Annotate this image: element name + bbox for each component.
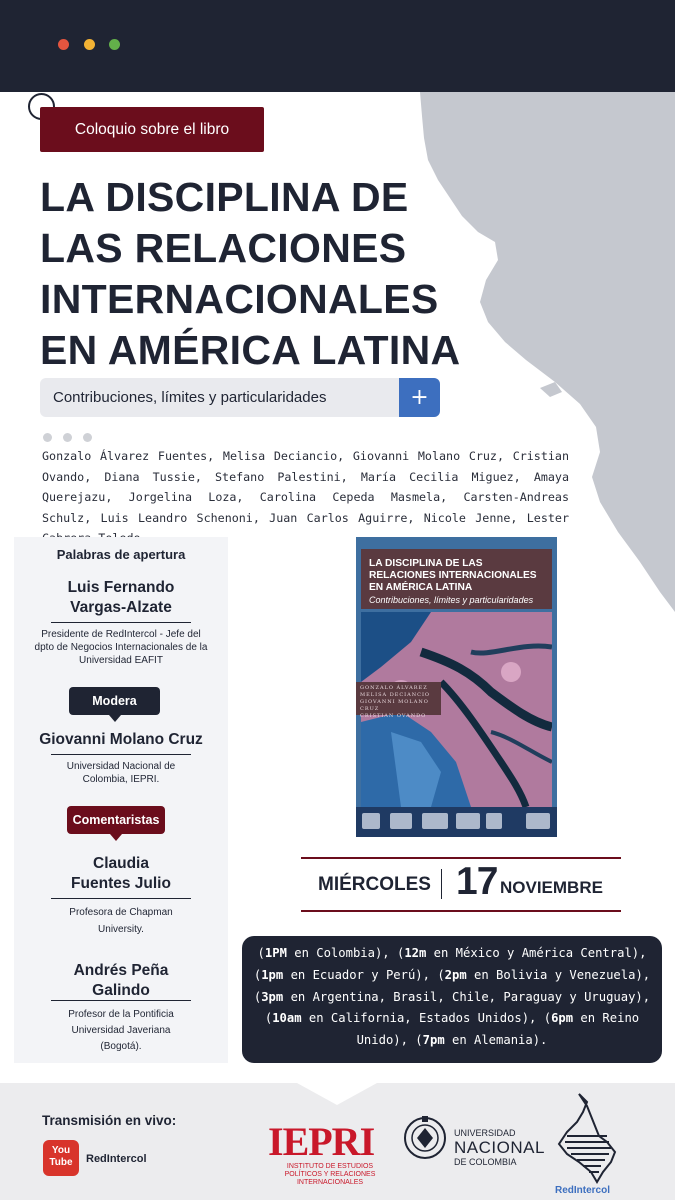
commentator-desc: University. <box>98 924 144 935</box>
moderator-desc: Universidad Nacional de <box>66 761 176 772</box>
live-stream-label: Transmisión en vivo: <box>42 1113 177 1128</box>
minimize-window-dot[interactable] <box>84 39 95 50</box>
date-separator <box>441 869 442 899</box>
unal-logo-line: UNIVERSIDAD <box>454 1128 516 1138</box>
title-line: INTERNACIONALES <box>40 276 439 322</box>
book-author: CRISTIAN OVANDO <box>360 713 427 719</box>
youtube-icon-text: Tube <box>49 1157 73 1168</box>
book-author: GONZALO ÁLVAREZ <box>360 685 428 691</box>
opening-speaker-name: Vargas-Alzate <box>70 599 172 616</box>
publisher-logo-icon <box>390 813 412 829</box>
publisher-logo-icon <box>362 813 380 829</box>
moderator-label: Modera <box>69 687 160 715</box>
opening-speaker-name: Luis Fernando <box>67 579 175 596</box>
schedule-entry: (1pm en Ecuador y Perú), <box>253 967 438 982</box>
pager-dot <box>43 433 52 442</box>
opening-speaker-desc: Universidad EAFIT <box>79 655 163 666</box>
title-line: LAS RELACIONES <box>40 225 407 271</box>
unal-logo-line: NACIONAL <box>454 1138 545 1157</box>
divider <box>51 622 191 623</box>
event-day: 17 <box>456 860 498 903</box>
book-cover-title-box <box>361 549 552 609</box>
publisher-logo-icon <box>456 813 480 829</box>
title-line: EN AMÉRICA LATINA <box>40 327 461 373</box>
commentator-desc: Profesor de la Pontificia <box>68 1009 174 1020</box>
unal-logo-text <box>454 1128 545 1168</box>
iepri-logo-subtext: INSTITUTO DE ESTUDIOS POLÍTICOS Y RELACIONES INTERNACIONALES <box>284 1163 376 1186</box>
opening-speaker-desc: dpto de Negocios Internacionales de la <box>34 642 208 653</box>
schedule-box <box>242 936 662 1063</box>
title-line: LA DISCIPLINA DE <box>40 174 409 220</box>
book-cover-image <box>356 537 557 837</box>
book-title-heading <box>40 172 510 376</box>
schedule-entry: (10am en California, Estados Unidos), <box>264 1011 544 1026</box>
event-weekday: MIÉRCOLES <box>318 874 431 895</box>
footer-notch <box>297 1083 377 1105</box>
youtube-channel-link[interactable]: RedIntercol <box>86 1153 147 1165</box>
book-cover-subtitle: Contribuciones, límites y particularidades <box>369 595 534 605</box>
unal-logo-line: DE COLOMBIA <box>454 1157 517 1167</box>
youtube-icon-text: You <box>51 1145 71 1156</box>
publisher-logo-icon <box>526 813 550 829</box>
moderator-name: Giovanni Molano Cruz <box>39 731 203 748</box>
plus-icon[interactable]: + <box>399 378 440 417</box>
publisher-logo-icon <box>486 813 502 829</box>
unal-seal-icon <box>402 1114 448 1162</box>
redintercol-logo-label: RedIntercol <box>555 1185 611 1196</box>
commentator-desc: (Bogotá). <box>100 1041 142 1052</box>
speakers-panel <box>14 537 228 1063</box>
divider <box>51 754 191 755</box>
divider <box>51 898 191 899</box>
pager-dot <box>63 433 72 442</box>
schedule-entry: (7pm en Alemania). <box>415 1033 548 1048</box>
redintercol-map-logo-icon <box>557 1092 617 1184</box>
moderator-desc: Colombia, IEPRI. <box>82 774 160 785</box>
iepri-logo: IEPRI <box>268 1119 375 1164</box>
subtitle-bar <box>40 378 440 417</box>
event-month: NOVIEMBRE <box>500 878 603 897</box>
maximize-window-dot[interactable] <box>109 39 120 50</box>
commentator-desc: Universidad Javeriana <box>71 1025 171 1036</box>
schedule-entry: (1PM en Colombia), <box>257 946 397 960</box>
youtube-icon[interactable] <box>43 1140 79 1176</box>
schedule-entry: (6pm en Reino Unido), <box>356 1011 640 1048</box>
book-author: GIOVANNI MOLANO CRUZ <box>360 699 429 712</box>
commentator-desc: Profesora de Chapman <box>69 907 173 918</box>
publisher-logo-icon <box>422 813 448 829</box>
book-cover-authors <box>356 682 441 719</box>
book-subtitle: Contribuciones, límites y particularidades <box>53 389 327 406</box>
commentator-name: Fuentes Julio <box>71 875 171 892</box>
window-titlebar <box>0 0 675 92</box>
authors-list: Gonzalo Álvarez Fuentes, Melisa Deciancio, Giovanni Molano Cruz, Cristian Ovando, Diana Tussie, Stefano Palestini, María Cecilia Miguez, Amaya Querejazu, Jorgelina Loza, Carolina Cepeda Masmela, Carsten-Andreas Schulz, Luis Leandro Schenoni, Juan Carlos Aguirre, Nicole Jenne, Lester <box>42 449 569 525</box>
date-top-rule <box>301 857 621 859</box>
divider <box>51 1000 191 1001</box>
event-type-label: Coloquio sobre el libro <box>40 107 264 152</box>
pager-dot <box>83 433 92 442</box>
commentator-name: Galindo <box>92 982 150 999</box>
schedule-entry: (2pm en Bolivia y Venezuela), <box>437 967 651 982</box>
commentators-label: Comentaristas <box>67 806 165 834</box>
close-window-dot[interactable] <box>58 39 69 50</box>
book-cover-title: LA DISCIPLINA DE LAS RELACIONES INTERNACIONALES EN AMÉRICA LATINA <box>369 558 537 593</box>
opening-speaker-desc: Presidente de RedIntercol - Jefe del <box>41 629 201 640</box>
book-author: MELISA DECIANCIO <box>360 692 431 698</box>
opening-heading: Palabras de apertura <box>56 547 186 562</box>
schedule-entry: (12m en México y América Central), <box>396 946 647 960</box>
book-cover-logos <box>356 807 557 837</box>
commentator-name: Claudia <box>93 855 149 872</box>
date-bottom-rule <box>301 910 621 912</box>
schedule-entry: (3pm en Argentina, Brasil, Chile, Paraguay y Uruguay), <box>253 989 651 1004</box>
commentator-name: Andrés Peña <box>73 962 169 979</box>
